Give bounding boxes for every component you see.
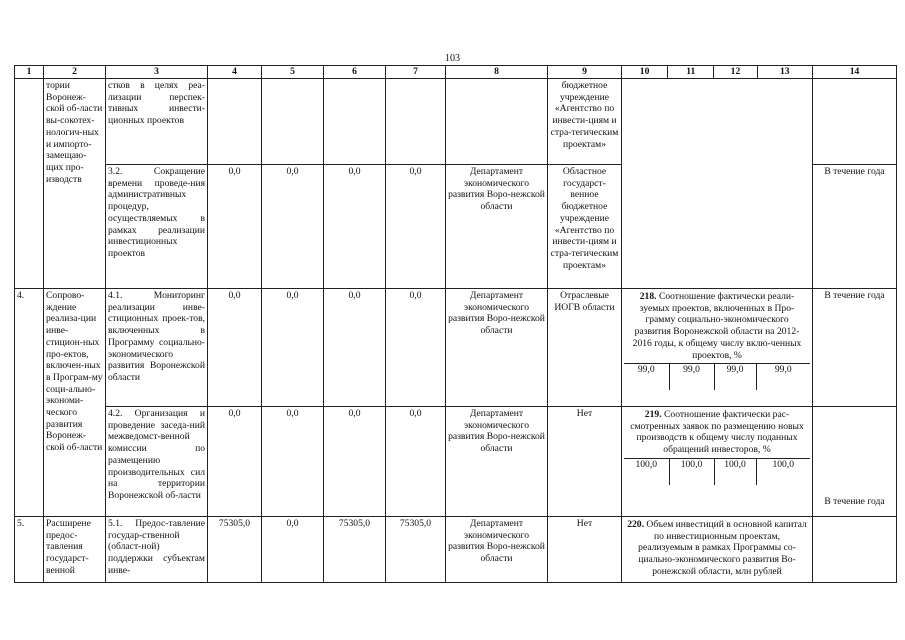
indicator-cell (622, 79, 813, 289)
indicator-value: 100,0 (624, 458, 669, 485)
executor-cell: Департамент экономического развития Воро-нежской области (446, 517, 548, 583)
table-row (15, 289, 897, 407)
coexecutor-cell: Нет (548, 407, 622, 517)
header-cell: 1 (15, 66, 44, 79)
value-cell (208, 79, 262, 165)
executor-cell: Департамент экономического развития Воро-нежской области (446, 165, 548, 289)
indicator-cell (622, 517, 813, 583)
value-cell: 75305,0 (324, 517, 386, 583)
indicator-description (624, 408, 810, 458)
row-number-cell: 5. (15, 517, 44, 583)
table-row (15, 407, 897, 517)
value-cell: 0,0 (262, 289, 324, 407)
term-cell: В течение года (813, 165, 897, 289)
value-cell (262, 79, 324, 165)
indicator-value: 100,0 (756, 458, 810, 485)
indicator-value: 100,0 (714, 458, 756, 485)
coexecutor-cell: Нет (548, 517, 622, 583)
value-cell (386, 79, 446, 165)
indicator-value: 100,0 (669, 458, 714, 485)
header-cell: 8 (446, 66, 548, 79)
indicator-text: Объем инвестиций в основной капитал по инвестиционным проектам, реализуемым в рамках Программы со-циально-экономического развития Во-ронежской области, млн рублей (638, 519, 807, 577)
indicator-number: 218. (639, 291, 657, 302)
header-cell: 3 (106, 66, 208, 79)
task-cell: Сопрово-ждение реализа-ции инве-стицион-ных про-ектов, включен-ных в Програм-му соци-ально-экономи-ческого развития Воронеж-ской об-ласти (44, 289, 106, 517)
header-cell: 13 (757, 66, 812, 79)
value-cell: 0,0 (262, 165, 324, 289)
header-cell: 7 (386, 66, 446, 79)
value-cell: 0,0 (262, 517, 324, 583)
executor-cell (446, 79, 548, 165)
indicator-description (624, 518, 810, 580)
coexecutor-cell: бюджетное учреждение «Агентство по инвести-циям и стра-тегическим проектам» (548, 79, 622, 165)
term-cell (813, 79, 897, 165)
program-table (14, 65, 897, 583)
header-cell: 11 (668, 66, 714, 79)
indicator-values (624, 458, 810, 485)
indicator-text: Соотношение фактически рас-смотренных заявок по размещению новых производств к общему числу поданных обращений инвесторов, % (630, 409, 804, 456)
coexecutor-cell: Областное государст-венное бюджетное учреждение «Агентство по инвести-циям и стра-тегическим проектам» (548, 165, 622, 289)
header-cell: 10 (622, 66, 668, 79)
value-cell (324, 79, 386, 165)
value-cell: 0,0 (386, 289, 446, 407)
task-cell: Расширене предос-тавления государст-венной (44, 517, 106, 583)
value-cell: 0,0 (208, 165, 262, 289)
indicator-text: Соотношение фактически реали-зуемых проектов, включенных в Про-грамму социально-экономического развития Воронежской области на 2012-2016 годы, к общему числу вклю-ченных проектов, % (632, 291, 802, 361)
header-cell: 9 (548, 66, 622, 79)
measure-cell: 4.1. Мониторинг реализации инве-стиционных проек-тов, включенных в Программу социально-экономического развития Воронежской области (106, 289, 208, 407)
measure-cell: стков в целях реа-лизации перспек-тивных инвести-ционных проектов (106, 79, 208, 165)
header-row (15, 66, 897, 79)
value-cell: 0,0 (262, 407, 324, 517)
value-cell: 0,0 (324, 289, 386, 407)
indicator-value: 99,0 (756, 364, 810, 391)
row-number-cell: 4. (15, 289, 44, 517)
term-cell: В течение года (813, 407, 897, 517)
value-cell: 0,0 (386, 165, 446, 289)
indicator-cell (622, 407, 813, 517)
header-cell: 4 (208, 66, 262, 79)
coexecutor-cell: Отраслевые ИОГВ области (548, 289, 622, 407)
indicator-number: 220. (627, 519, 644, 530)
value-cell: 0,0 (324, 407, 386, 517)
indicator-values (624, 363, 810, 390)
term-cell: В течение года (813, 289, 897, 407)
task-cell: тории Воронеж-ской об-ласти вы-сокотех-нологич-ных и импорто-замещаю-щих про-изводств (44, 79, 106, 289)
executor-cell: Департамент экономического развития Воро-нежской области (446, 407, 548, 517)
header-cell: 5 (262, 66, 324, 79)
value-cell: 75305,0 (386, 517, 446, 583)
measure-cell: 5.1. Предос-тавление государ-ственной (област-ной) поддержки субъектам инве- (106, 517, 208, 583)
indicator-value: 99,0 (714, 364, 756, 391)
header-cell: 12 (714, 66, 757, 79)
measure-cell: 4.2. Организация и проведение заседа-ний межведомст-венной комиссии по размещению производительных сил на территории Воронежской об-ласти (106, 407, 208, 517)
header-cell: 6 (324, 66, 386, 79)
indicator-description (624, 290, 810, 363)
value-cell: 0,0 (208, 407, 262, 517)
table-row (15, 517, 897, 583)
row-number-cell (15, 79, 44, 289)
page-number: 103 (445, 53, 460, 64)
value-cell: 0,0 (208, 289, 262, 407)
term-cell (813, 517, 897, 583)
value-cell: 0,0 (324, 165, 386, 289)
indicator-cell (622, 289, 813, 407)
value-cell: 0,0 (386, 407, 446, 517)
measure-cell: 3.2. Сокращение времени проведе-ния административных процедур, осуществляемых в рамках реализации инвестиционных проектов (106, 165, 208, 289)
indicator-value: 99,0 (624, 364, 669, 391)
value-cell: 75305,0 (208, 517, 262, 583)
executor-cell: Департамент экономического развития Воро-нежской области (446, 289, 548, 407)
header-cell: 14 (813, 66, 897, 79)
indicator-number: 219. (644, 409, 662, 420)
indicator-value: 99,0 (669, 364, 714, 391)
header-cell: 2 (44, 66, 106, 79)
table-row (15, 79, 897, 165)
